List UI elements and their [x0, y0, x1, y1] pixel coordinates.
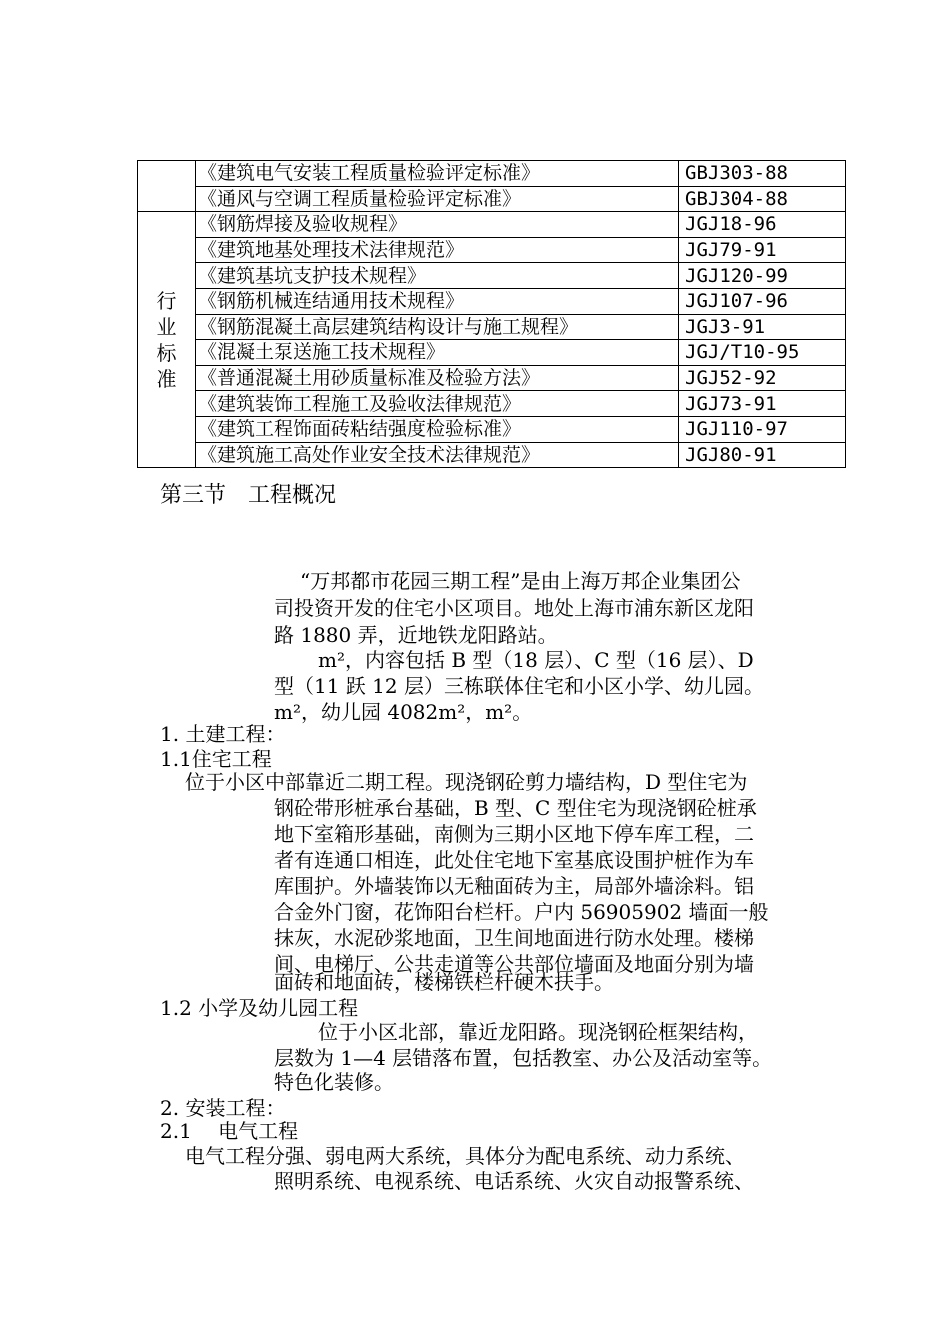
electrical-heading: 2.1 电气工程	[160, 1119, 299, 1143]
standard-name: 《建筑工程饰面砖粘结强度检验标准》	[196, 416, 679, 442]
table-row	[138, 212, 846, 238]
housing-heading: 1.1住宅工程	[160, 747, 272, 771]
standard-name: 《普通混凝土用砂质量标准及检验方法》	[196, 365, 679, 391]
standard-name: 《钢筋混凝土高层建筑结构设计与施工规程》	[196, 314, 679, 340]
table-row	[138, 186, 846, 212]
standard-code: JGJ110-97	[679, 416, 846, 442]
housing-line: 库围护。外墙装饰以无釉面砖为主，局部外墙涂料。铝	[274, 874, 754, 898]
standard-code: JGJ107-96	[679, 288, 846, 314]
install-heading: 2. 安装工程：	[160, 1096, 286, 1120]
standard-name: 《混凝土泵送施工技术规程》	[196, 340, 679, 366]
table-row	[138, 416, 846, 442]
table-row	[138, 314, 846, 340]
housing-line: 地下室箱形基础，南侧为三期小区地下停车库工程，二	[274, 822, 754, 846]
school-line: 层数为 1—4 层错落布置，包括教室、办公及活动室等。	[274, 1046, 773, 1070]
standard-name: 《建筑装饰工程施工及验收法律规范》	[196, 391, 679, 417]
standard-code: JGJ73-91	[679, 391, 846, 417]
table-row	[138, 288, 846, 314]
standard-name: 《建筑基坑支护技术规程》	[196, 263, 679, 289]
housing-line: 位于小区中部靠近二期工程。现浇钢砼剪力墙结构，D 型住宅为	[185, 770, 748, 794]
standard-name: 《建筑施工高处作业安全技术法律规范》	[196, 442, 679, 468]
table-row	[138, 391, 846, 417]
overview-line: 路 1880 弄，近地铁龙阳路站。	[274, 623, 558, 647]
standard-name: 《钢筋焊接及验收规程》	[196, 212, 679, 238]
housing-line: 者有连通口相连，此处住宅地下室基底设围护桩作为车	[274, 848, 754, 872]
category-cell-empty	[138, 161, 196, 212]
standard-name: 《建筑地基处理技术法律规范》	[196, 237, 679, 263]
overview-line: 司投资开发的住宅小区项目。地处上海市浦东新区龙阳	[274, 596, 754, 620]
housing-line: 合金外门窗，花饰阳台栏杆。户内 56905902 墙面一般	[274, 900, 769, 924]
standard-name: 《钢筋机械连结通用技术规程》	[196, 288, 679, 314]
standard-code: JGJ80-91	[679, 442, 846, 468]
table-row	[138, 161, 846, 187]
electrical-line: 电气工程分强、弱电两大系统，具体分为配电系统、动力系统、	[185, 1144, 745, 1168]
table-row	[138, 365, 846, 391]
standard-code: JGJ52-92	[679, 365, 846, 391]
housing-line: 面砖和地面砖，楼梯铁栏杆硬木扶手。	[274, 970, 614, 994]
section-title: 第三节 工程概况	[160, 483, 337, 508]
housing-line: 钢砼带形桩承台基础，B 型、C 型住宅为现浇钢砼桩承	[274, 796, 757, 820]
standard-code: JGJ18-96	[679, 212, 846, 238]
standards-table	[137, 160, 846, 468]
standard-code: JGJ120-99	[679, 263, 846, 289]
standard-code: GBJ304-88	[679, 186, 846, 212]
overview-line: m²，内容包括 B 型（18 层）、C 型（16 层）、D	[318, 648, 754, 672]
standard-code: JGJ/T10-95	[679, 340, 846, 366]
category-label: 行业标准	[156, 288, 177, 391]
table-row	[138, 340, 846, 366]
civil-heading: 1. 土建工程：	[160, 722, 286, 746]
overview-line: m²，幼儿园 4082m²，m²。	[274, 700, 533, 724]
overview-line: 型（11 跃 12 层）三栋联体住宅和小区小学、幼儿园。	[274, 674, 764, 698]
housing-line: 抹灰，水泥砂浆地面，卫生间地面进行防水处理。楼梯	[274, 926, 754, 950]
table-row	[138, 263, 846, 289]
school-line: 特色化装修。	[274, 1070, 394, 1094]
housing-line: 间、电梯厅、公共走道等公共部位墙面及地面分别为墙	[274, 952, 754, 976]
standard-code: GBJ303-88	[679, 161, 846, 187]
school-heading: 1.2 小学及幼儿园工程	[160, 996, 359, 1020]
table-row	[138, 442, 846, 468]
overview-line: “万邦都市花园三期工程”是由上海万邦企业集团公	[300, 569, 741, 593]
standard-code: JGJ79-91	[679, 237, 846, 263]
table-row	[138, 237, 846, 263]
standard-code: JGJ3-91	[679, 314, 846, 340]
electrical-line: 照明系统、电视系统、电话系统、火灾自动报警系统、	[274, 1169, 754, 1193]
standard-name: 《通风与空调工程质量检验评定标准》	[196, 186, 679, 212]
category-cell-industry	[138, 212, 196, 468]
school-line: 位于小区北部，靠近龙阳路。现浇钢砼框架结构，	[318, 1020, 758, 1044]
standard-name: 《建筑电气安装工程质量检验评定标准》	[196, 161, 679, 187]
